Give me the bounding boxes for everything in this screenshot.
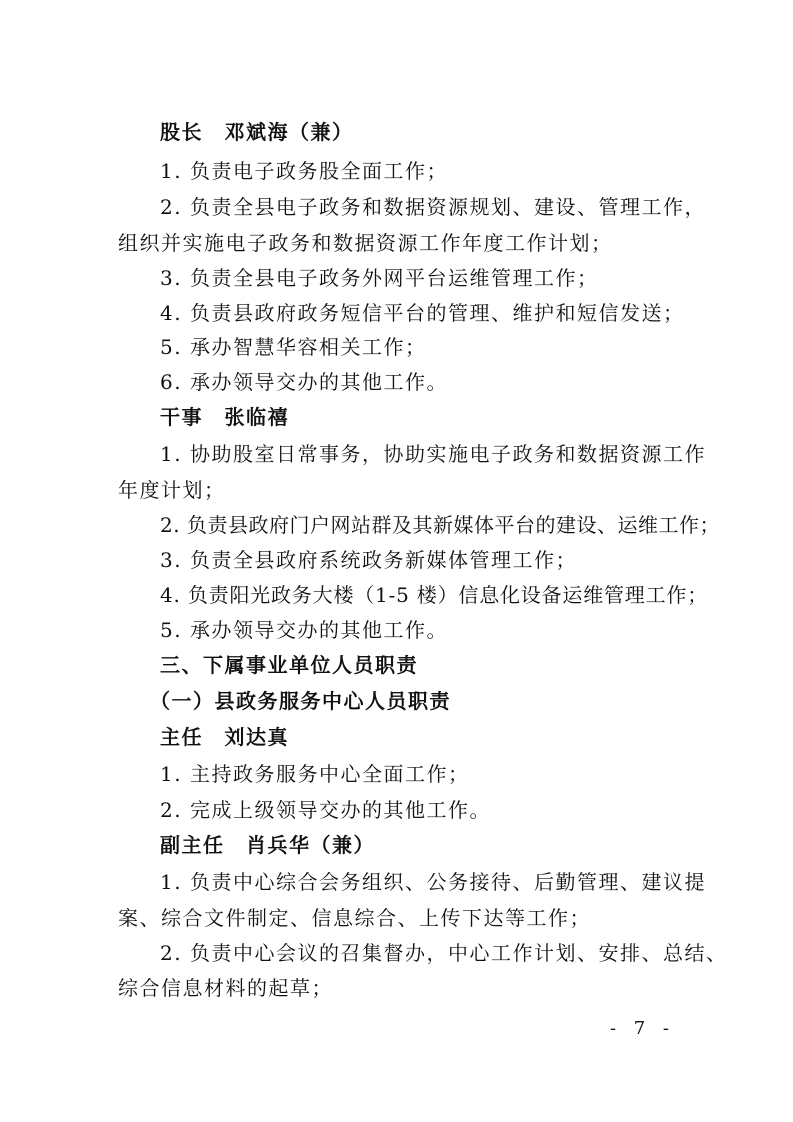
heading-section-three: 三、下属事业单位人员职责: [160, 653, 418, 677]
duty-item: 3. 负责全县电子政务外网平台运维管理工作；: [160, 266, 599, 290]
heading-section-chief: 股长 邓斌海（兼）: [160, 120, 354, 144]
duty-item: 4. 负责县政府政务短信平台的管理、维护和短信发送；: [160, 301, 685, 325]
duty-item-continued: 案、综合文件制定、信息综合、上传下达等工作；: [118, 906, 591, 930]
duty-item: 2. 负责中心会议的召集督办，中心工作计划、安排、总结、: [160, 941, 728, 965]
heading-deputy-director: 副主任 肖兵华（兼）: [160, 833, 375, 857]
duty-item: 4. 负责阳光政务大楼（1-5 楼）信息化设备运维管理工作；: [160, 583, 709, 607]
duty-item: 2. 完成上级领导交办的其他工作。: [160, 798, 491, 822]
duty-item: 1. 主持政务服务中心全面工作；: [160, 762, 470, 786]
duty-item: 3. 负责全县政府系统政务新媒体管理工作；: [160, 548, 577, 572]
duty-item: 5. 承办智慧华容相关工作；: [160, 335, 427, 359]
duty-item-continued: 综合信息材料的起草；: [118, 976, 333, 1000]
duty-item: 2. 负责全县电子政务和数据资源规划、建设、管理工作，: [160, 195, 706, 219]
duty-item: 1. 负责中心综合会务组织、公务接待、后勤管理、建议提: [160, 870, 706, 894]
duty-item: 6. 承办领导交办的其他工作。: [160, 370, 448, 394]
duty-item: 1. 负责电子政务股全面工作；: [160, 159, 448, 183]
duty-item: 2. 负责县政府门户网站群及其新媒体平台的建设、运维工作；: [160, 513, 720, 537]
duty-item: 1. 协助股室日常事务，协助实施电子政务和数据资源工作: [160, 442, 706, 466]
duty-item-continued: 组织并实施电子政务和数据资源工作年度工作计划；: [118, 231, 613, 255]
heading-director: 主任 刘达真: [160, 725, 289, 749]
heading-staff: 干事 张临禧: [160, 405, 289, 429]
duty-item-continued: 年度计划；: [118, 478, 226, 502]
duty-item: 5. 承办领导交办的其他工作。: [160, 618, 448, 642]
heading-subsection-one: （一）县政务服务中心人员职责: [150, 689, 451, 713]
page-number: - 7 -: [609, 1018, 675, 1039]
